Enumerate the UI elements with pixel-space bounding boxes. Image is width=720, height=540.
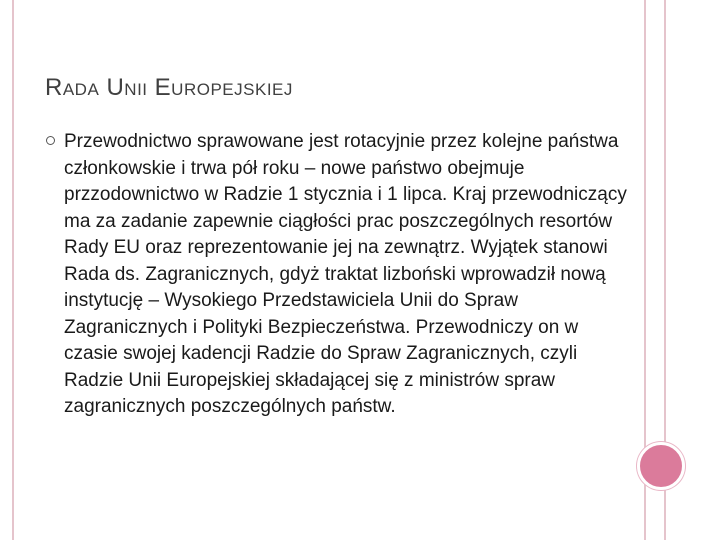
slide-title: Rada Unii Europejskiej — [45, 74, 293, 101]
hollow-circle-bullet-icon — [46, 136, 55, 145]
bullet-list — [44, 129, 629, 421]
bullet-item — [44, 129, 629, 421]
pink-circle-icon — [637, 442, 685, 490]
bullet-text: Przewodnictwo sprawowane jest rotacyjnie przez kolejne państwa członkowskie i trwa pół roku – nowe państwo obejmuje przzodownictwo w Radzie 1 stycznia i 1 lipca. Kraj przewodniczący ma za zadanie zapewnie ciągłości prac poszczególnych resortów Rady EU oraz reprezentowanie jej na zewnątrz. Wyjątek stanowi Rada ds. Zagranicznych, gdyż traktat lizboński wprowadził nową instytucję – Wysokiego Przedstawiciela Unii do Spraw Zagranicznych i Polityki Bezpieczeństwa. Przewodniczy on w czasie swojej kadencji Radzie do Spraw Zagranicznych, czyli Radzie Unii Europejskiej składającej się z ministrów spraw zagranicznych poszczególnych państw. — [64, 131, 627, 417]
left-frame-line — [12, 0, 14, 540]
